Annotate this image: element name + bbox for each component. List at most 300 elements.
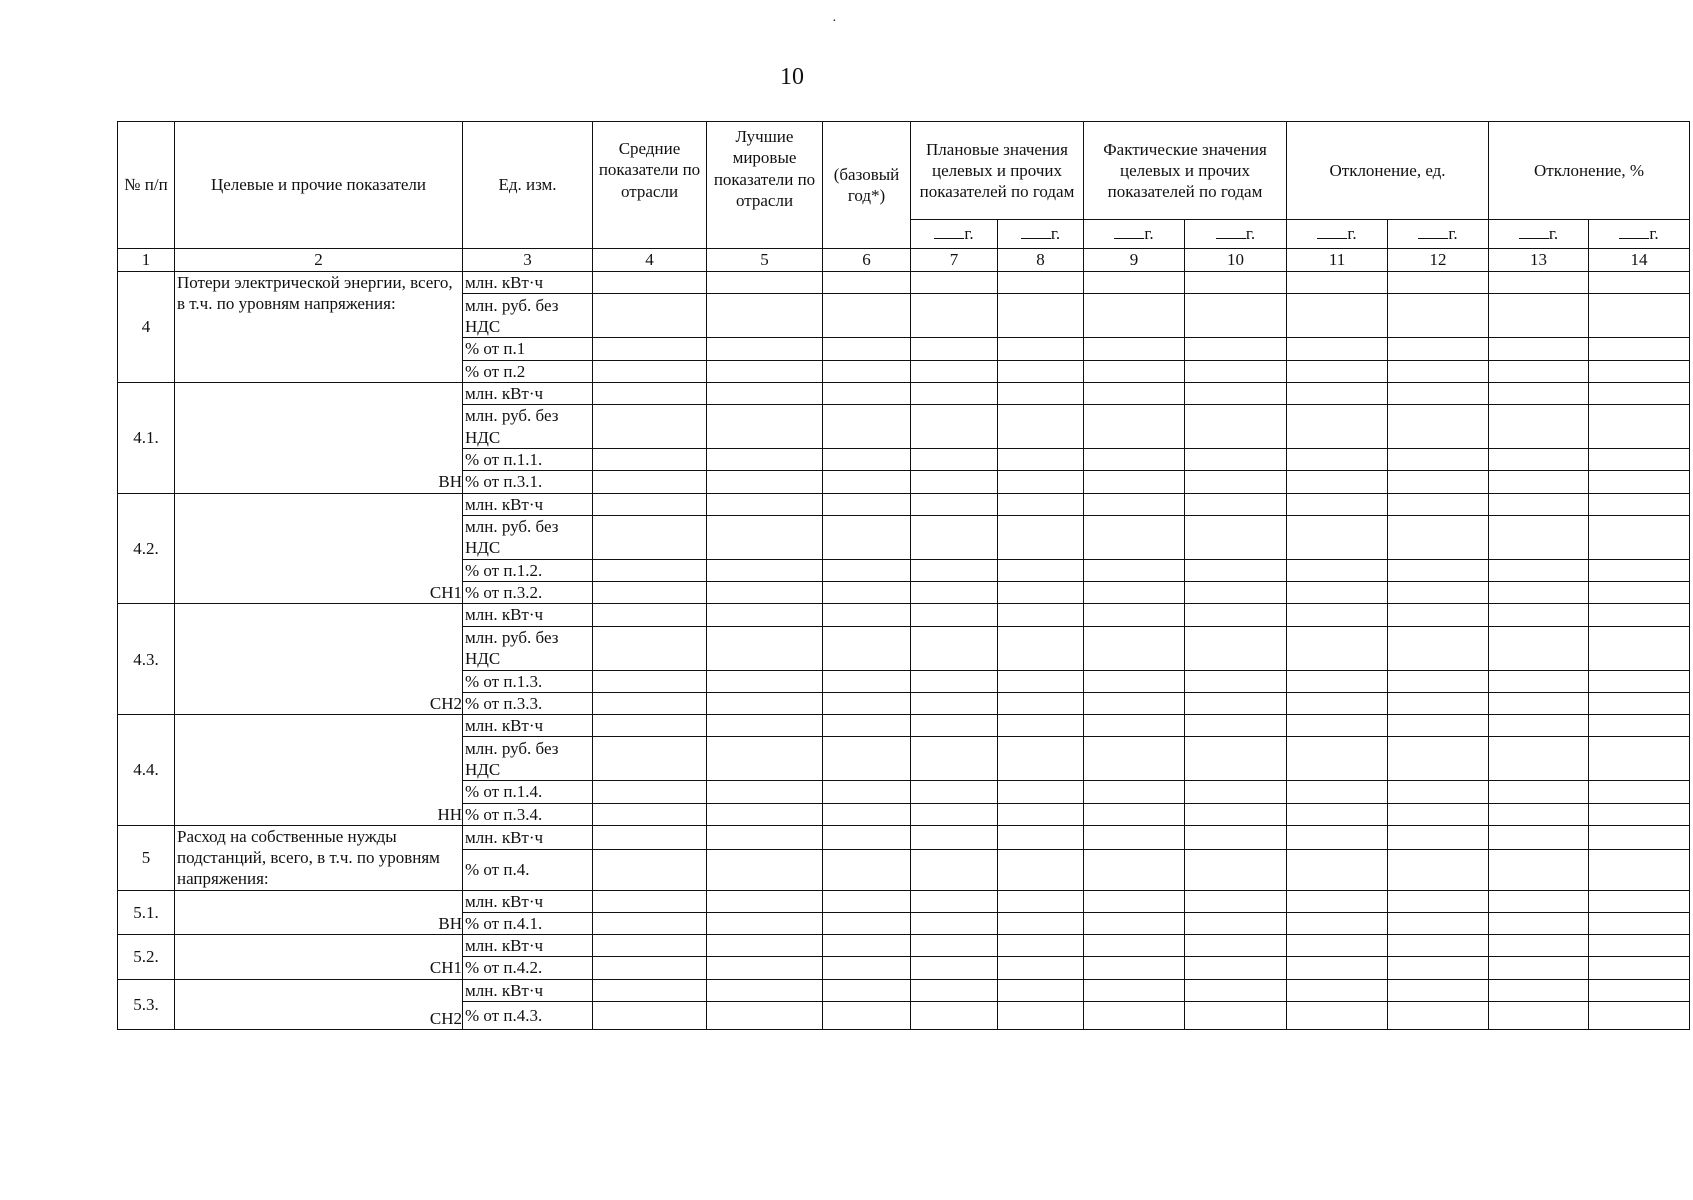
value-cell[interactable] xyxy=(1084,935,1185,957)
value-cell[interactable] xyxy=(911,515,998,559)
value-cell[interactable] xyxy=(1589,559,1690,581)
value-cell[interactable] xyxy=(1185,493,1287,515)
value-cell[interactable] xyxy=(998,935,1084,957)
value-cell[interactable] xyxy=(823,912,911,934)
value-cell[interactable] xyxy=(1185,360,1287,382)
value-cell[interactable] xyxy=(998,825,1084,849)
value-cell[interactable] xyxy=(593,360,707,382)
value-cell[interactable] xyxy=(1287,382,1388,404)
value-cell[interactable] xyxy=(998,449,1084,471)
value-cell[interactable] xyxy=(707,912,823,934)
value-cell[interactable] xyxy=(1489,471,1589,493)
value-cell[interactable] xyxy=(707,272,823,294)
value-cell[interactable] xyxy=(823,626,911,670)
value-cell[interactable] xyxy=(823,405,911,449)
value-cell[interactable] xyxy=(593,979,707,1001)
value-cell[interactable] xyxy=(707,604,823,626)
value-cell[interactable] xyxy=(1589,360,1690,382)
value-cell[interactable] xyxy=(1084,405,1185,449)
value-cell[interactable] xyxy=(1388,890,1489,912)
value-cell[interactable] xyxy=(1287,360,1388,382)
value-cell[interactable] xyxy=(707,1001,823,1029)
value-cell[interactable] xyxy=(1287,890,1388,912)
value-cell[interactable] xyxy=(1287,604,1388,626)
value-cell[interactable] xyxy=(998,737,1084,781)
value-cell[interactable] xyxy=(593,272,707,294)
value-cell[interactable] xyxy=(1589,692,1690,714)
value-cell[interactable] xyxy=(823,493,911,515)
value-cell[interactable] xyxy=(998,979,1084,1001)
value-cell[interactable] xyxy=(823,1001,911,1029)
value-cell[interactable] xyxy=(1287,849,1388,890)
value-cell[interactable] xyxy=(1388,825,1489,849)
value-cell[interactable] xyxy=(593,670,707,692)
value-cell[interactable] xyxy=(1388,849,1489,890)
value-cell[interactable] xyxy=(1388,272,1489,294)
value-cell[interactable] xyxy=(1589,382,1690,404)
value-cell[interactable] xyxy=(707,338,823,360)
value-cell[interactable] xyxy=(1489,737,1589,781)
value-cell[interactable] xyxy=(998,338,1084,360)
value-cell[interactable] xyxy=(1287,471,1388,493)
value-cell[interactable] xyxy=(1489,294,1589,338)
value-cell[interactable] xyxy=(1589,449,1690,471)
value-cell[interactable] xyxy=(823,890,911,912)
value-cell[interactable] xyxy=(707,890,823,912)
value-cell[interactable] xyxy=(911,737,998,781)
value-cell[interactable] xyxy=(1084,849,1185,890)
value-cell[interactable] xyxy=(823,294,911,338)
value-cell[interactable] xyxy=(1388,979,1489,1001)
value-cell[interactable] xyxy=(1287,957,1388,979)
value-cell[interactable] xyxy=(1589,626,1690,670)
value-cell[interactable] xyxy=(1489,493,1589,515)
value-cell[interactable] xyxy=(1287,715,1388,737)
value-cell[interactable] xyxy=(911,582,998,604)
value-cell[interactable] xyxy=(998,515,1084,559)
value-cell[interactable] xyxy=(1084,1001,1185,1029)
value-cell[interactable] xyxy=(823,849,911,890)
value-cell[interactable] xyxy=(1185,849,1287,890)
value-cell[interactable] xyxy=(1185,890,1287,912)
value-cell[interactable] xyxy=(911,338,998,360)
value-cell[interactable] xyxy=(593,825,707,849)
value-cell[interactable] xyxy=(1084,360,1185,382)
value-cell[interactable] xyxy=(1185,1001,1287,1029)
value-cell[interactable] xyxy=(823,692,911,714)
value-cell[interactable] xyxy=(1185,382,1287,404)
value-cell[interactable] xyxy=(1084,604,1185,626)
value-cell[interactable] xyxy=(823,449,911,471)
value-cell[interactable] xyxy=(1489,338,1589,360)
value-cell[interactable] xyxy=(998,670,1084,692)
value-cell[interactable] xyxy=(823,825,911,849)
value-cell[interactable] xyxy=(911,382,998,404)
value-cell[interactable] xyxy=(1489,692,1589,714)
value-cell[interactable] xyxy=(911,272,998,294)
value-cell[interactable] xyxy=(707,559,823,581)
value-cell[interactable] xyxy=(707,515,823,559)
value-cell[interactable] xyxy=(1388,294,1489,338)
value-cell[interactable] xyxy=(1287,515,1388,559)
value-cell[interactable] xyxy=(1287,449,1388,471)
value-cell[interactable] xyxy=(593,957,707,979)
value-cell[interactable] xyxy=(707,803,823,825)
value-cell[interactable] xyxy=(593,582,707,604)
value-cell[interactable] xyxy=(1489,890,1589,912)
value-cell[interactable] xyxy=(823,559,911,581)
value-cell[interactable] xyxy=(1388,382,1489,404)
value-cell[interactable] xyxy=(1489,626,1589,670)
value-cell[interactable] xyxy=(911,405,998,449)
value-cell[interactable] xyxy=(1287,1001,1388,1029)
value-cell[interactable] xyxy=(1589,405,1690,449)
value-cell[interactable] xyxy=(1084,515,1185,559)
value-cell[interactable] xyxy=(823,979,911,1001)
value-cell[interactable] xyxy=(1084,912,1185,934)
value-cell[interactable] xyxy=(1185,294,1287,338)
value-cell[interactable] xyxy=(1388,471,1489,493)
value-cell[interactable] xyxy=(998,890,1084,912)
value-cell[interactable] xyxy=(707,382,823,404)
value-cell[interactable] xyxy=(1388,670,1489,692)
value-cell[interactable] xyxy=(998,471,1084,493)
value-cell[interactable] xyxy=(1489,957,1589,979)
value-cell[interactable] xyxy=(707,471,823,493)
value-cell[interactable] xyxy=(1084,803,1185,825)
value-cell[interactable] xyxy=(911,849,998,890)
value-cell[interactable] xyxy=(823,515,911,559)
value-cell[interactable] xyxy=(1185,272,1287,294)
value-cell[interactable] xyxy=(911,803,998,825)
value-cell[interactable] xyxy=(1489,849,1589,890)
value-cell[interactable] xyxy=(823,338,911,360)
value-cell[interactable] xyxy=(593,471,707,493)
value-cell[interactable] xyxy=(707,935,823,957)
value-cell[interactable] xyxy=(1589,670,1690,692)
value-cell[interactable] xyxy=(1589,890,1690,912)
value-cell[interactable] xyxy=(911,670,998,692)
value-cell[interactable] xyxy=(911,979,998,1001)
value-cell[interactable] xyxy=(1287,781,1388,803)
value-cell[interactable] xyxy=(1589,957,1690,979)
value-cell[interactable] xyxy=(1489,559,1589,581)
value-cell[interactable] xyxy=(1489,382,1589,404)
value-cell[interactable] xyxy=(1388,582,1489,604)
value-cell[interactable] xyxy=(593,294,707,338)
value-cell[interactable] xyxy=(1084,626,1185,670)
value-cell[interactable] xyxy=(1489,582,1589,604)
value-cell[interactable] xyxy=(1084,559,1185,581)
value-cell[interactable] xyxy=(911,957,998,979)
value-cell[interactable] xyxy=(1287,825,1388,849)
value-cell[interactable] xyxy=(1489,1001,1589,1029)
value-cell[interactable] xyxy=(1589,338,1690,360)
value-cell[interactable] xyxy=(998,1001,1084,1029)
value-cell[interactable] xyxy=(1185,338,1287,360)
value-cell[interactable] xyxy=(707,781,823,803)
value-cell[interactable] xyxy=(1084,825,1185,849)
value-cell[interactable] xyxy=(593,493,707,515)
value-cell[interactable] xyxy=(593,781,707,803)
value-cell[interactable] xyxy=(1388,360,1489,382)
value-cell[interactable] xyxy=(593,912,707,934)
value-cell[interactable] xyxy=(1084,715,1185,737)
value-cell[interactable] xyxy=(1388,493,1489,515)
value-cell[interactable] xyxy=(1185,781,1287,803)
value-cell[interactable] xyxy=(1084,272,1185,294)
value-cell[interactable] xyxy=(1287,582,1388,604)
value-cell[interactable] xyxy=(1287,559,1388,581)
value-cell[interactable] xyxy=(1287,493,1388,515)
value-cell[interactable] xyxy=(1185,515,1287,559)
value-cell[interactable] xyxy=(707,405,823,449)
value-cell[interactable] xyxy=(1287,803,1388,825)
value-cell[interactable] xyxy=(593,382,707,404)
value-cell[interactable] xyxy=(1084,382,1185,404)
value-cell[interactable] xyxy=(1185,449,1287,471)
value-cell[interactable] xyxy=(593,1001,707,1029)
value-cell[interactable] xyxy=(1084,957,1185,979)
value-cell[interactable] xyxy=(1388,604,1489,626)
value-cell[interactable] xyxy=(911,890,998,912)
value-cell[interactable] xyxy=(1589,849,1690,890)
value-cell[interactable] xyxy=(1589,912,1690,934)
value-cell[interactable] xyxy=(1589,825,1690,849)
value-cell[interactable] xyxy=(1185,825,1287,849)
value-cell[interactable] xyxy=(707,294,823,338)
value-cell[interactable] xyxy=(1388,692,1489,714)
value-cell[interactable] xyxy=(1287,626,1388,670)
value-cell[interactable] xyxy=(1287,979,1388,1001)
value-cell[interactable] xyxy=(1589,582,1690,604)
value-cell[interactable] xyxy=(1185,559,1287,581)
value-cell[interactable] xyxy=(1388,515,1489,559)
value-cell[interactable] xyxy=(1589,803,1690,825)
value-cell[interactable] xyxy=(1388,912,1489,934)
value-cell[interactable] xyxy=(1084,781,1185,803)
value-cell[interactable] xyxy=(707,493,823,515)
value-cell[interactable] xyxy=(1388,449,1489,471)
value-cell[interactable] xyxy=(1489,272,1589,294)
value-cell[interactable] xyxy=(1185,604,1287,626)
value-cell[interactable] xyxy=(998,626,1084,670)
value-cell[interactable] xyxy=(1287,405,1388,449)
value-cell[interactable] xyxy=(998,781,1084,803)
value-cell[interactable] xyxy=(707,360,823,382)
value-cell[interactable] xyxy=(1084,471,1185,493)
value-cell[interactable] xyxy=(593,559,707,581)
value-cell[interactable] xyxy=(1388,1001,1489,1029)
value-cell[interactable] xyxy=(1489,360,1589,382)
value-cell[interactable] xyxy=(1589,604,1690,626)
value-cell[interactable] xyxy=(707,670,823,692)
value-cell[interactable] xyxy=(1287,294,1388,338)
value-cell[interactable] xyxy=(593,737,707,781)
value-cell[interactable] xyxy=(1084,670,1185,692)
value-cell[interactable] xyxy=(911,449,998,471)
value-cell[interactable] xyxy=(1084,338,1185,360)
value-cell[interactable] xyxy=(998,582,1084,604)
value-cell[interactable] xyxy=(1185,626,1287,670)
value-cell[interactable] xyxy=(593,803,707,825)
value-cell[interactable] xyxy=(1388,338,1489,360)
value-cell[interactable] xyxy=(998,405,1084,449)
value-cell[interactable] xyxy=(823,272,911,294)
value-cell[interactable] xyxy=(998,382,1084,404)
value-cell[interactable] xyxy=(1185,935,1287,957)
value-cell[interactable] xyxy=(1489,670,1589,692)
value-cell[interactable] xyxy=(1084,493,1185,515)
value-cell[interactable] xyxy=(1084,692,1185,714)
value-cell[interactable] xyxy=(707,449,823,471)
value-cell[interactable] xyxy=(593,338,707,360)
value-cell[interactable] xyxy=(1388,781,1489,803)
value-cell[interactable] xyxy=(1589,737,1690,781)
value-cell[interactable] xyxy=(1084,890,1185,912)
value-cell[interactable] xyxy=(1589,979,1690,1001)
value-cell[interactable] xyxy=(998,957,1084,979)
value-cell[interactable] xyxy=(593,449,707,471)
value-cell[interactable] xyxy=(593,935,707,957)
value-cell[interactable] xyxy=(707,825,823,849)
value-cell[interactable] xyxy=(1185,692,1287,714)
value-cell[interactable] xyxy=(823,957,911,979)
value-cell[interactable] xyxy=(911,493,998,515)
value-cell[interactable] xyxy=(1489,979,1589,1001)
value-cell[interactable] xyxy=(823,715,911,737)
value-cell[interactable] xyxy=(998,803,1084,825)
value-cell[interactable] xyxy=(1185,471,1287,493)
value-cell[interactable] xyxy=(823,360,911,382)
value-cell[interactable] xyxy=(1084,449,1185,471)
value-cell[interactable] xyxy=(707,582,823,604)
value-cell[interactable] xyxy=(1084,582,1185,604)
value-cell[interactable] xyxy=(823,471,911,493)
value-cell[interactable] xyxy=(593,405,707,449)
value-cell[interactable] xyxy=(1287,670,1388,692)
value-cell[interactable] xyxy=(1388,935,1489,957)
value-cell[interactable] xyxy=(1589,781,1690,803)
value-cell[interactable] xyxy=(1185,582,1287,604)
value-cell[interactable] xyxy=(1185,912,1287,934)
value-cell[interactable] xyxy=(1589,715,1690,737)
value-cell[interactable] xyxy=(911,781,998,803)
value-cell[interactable] xyxy=(998,715,1084,737)
value-cell[interactable] xyxy=(1489,405,1589,449)
value-cell[interactable] xyxy=(911,825,998,849)
value-cell[interactable] xyxy=(707,737,823,781)
value-cell[interactable] xyxy=(911,604,998,626)
value-cell[interactable] xyxy=(1287,912,1388,934)
value-cell[interactable] xyxy=(1589,515,1690,559)
value-cell[interactable] xyxy=(593,515,707,559)
value-cell[interactable] xyxy=(998,559,1084,581)
value-cell[interactable] xyxy=(707,692,823,714)
value-cell[interactable] xyxy=(823,781,911,803)
value-cell[interactable] xyxy=(1589,935,1690,957)
value-cell[interactable] xyxy=(1185,979,1287,1001)
value-cell[interactable] xyxy=(1388,715,1489,737)
value-cell[interactable] xyxy=(1589,1001,1690,1029)
value-cell[interactable] xyxy=(998,692,1084,714)
value-cell[interactable] xyxy=(1388,957,1489,979)
value-cell[interactable] xyxy=(998,493,1084,515)
value-cell[interactable] xyxy=(1489,781,1589,803)
value-cell[interactable] xyxy=(593,849,707,890)
value-cell[interactable] xyxy=(1589,294,1690,338)
value-cell[interactable] xyxy=(911,294,998,338)
value-cell[interactable] xyxy=(998,272,1084,294)
value-cell[interactable] xyxy=(593,604,707,626)
value-cell[interactable] xyxy=(1489,935,1589,957)
value-cell[interactable] xyxy=(1185,957,1287,979)
value-cell[interactable] xyxy=(1489,515,1589,559)
value-cell[interactable] xyxy=(998,360,1084,382)
value-cell[interactable] xyxy=(707,626,823,670)
value-cell[interactable] xyxy=(911,559,998,581)
value-cell[interactable] xyxy=(1388,559,1489,581)
value-cell[interactable] xyxy=(1185,715,1287,737)
value-cell[interactable] xyxy=(1185,803,1287,825)
value-cell[interactable] xyxy=(911,1001,998,1029)
value-cell[interactable] xyxy=(707,715,823,737)
value-cell[interactable] xyxy=(1388,737,1489,781)
value-cell[interactable] xyxy=(1589,471,1690,493)
value-cell[interactable] xyxy=(998,849,1084,890)
value-cell[interactable] xyxy=(1489,825,1589,849)
value-cell[interactable] xyxy=(911,692,998,714)
value-cell[interactable] xyxy=(911,626,998,670)
value-cell[interactable] xyxy=(593,890,707,912)
value-cell[interactable] xyxy=(823,604,911,626)
value-cell[interactable] xyxy=(823,803,911,825)
value-cell[interactable] xyxy=(1084,979,1185,1001)
value-cell[interactable] xyxy=(1489,715,1589,737)
value-cell[interactable] xyxy=(1185,405,1287,449)
value-cell[interactable] xyxy=(911,715,998,737)
value-cell[interactable] xyxy=(593,715,707,737)
value-cell[interactable] xyxy=(1489,604,1589,626)
value-cell[interactable] xyxy=(1388,803,1489,825)
value-cell[interactable] xyxy=(911,471,998,493)
value-cell[interactable] xyxy=(593,626,707,670)
value-cell[interactable] xyxy=(707,957,823,979)
value-cell[interactable] xyxy=(1489,803,1589,825)
value-cell[interactable] xyxy=(823,737,911,781)
value-cell[interactable] xyxy=(1489,912,1589,934)
value-cell[interactable] xyxy=(1287,338,1388,360)
value-cell[interactable] xyxy=(823,582,911,604)
value-cell[interactable] xyxy=(1589,493,1690,515)
value-cell[interactable] xyxy=(911,912,998,934)
value-cell[interactable] xyxy=(1589,272,1690,294)
value-cell[interactable] xyxy=(998,294,1084,338)
value-cell[interactable] xyxy=(911,360,998,382)
value-cell[interactable] xyxy=(1287,692,1388,714)
value-cell[interactable] xyxy=(998,604,1084,626)
value-cell[interactable] xyxy=(1489,449,1589,471)
value-cell[interactable] xyxy=(1287,737,1388,781)
value-cell[interactable] xyxy=(707,979,823,1001)
value-cell[interactable] xyxy=(1185,737,1287,781)
value-cell[interactable] xyxy=(1287,272,1388,294)
value-cell[interactable] xyxy=(707,849,823,890)
value-cell[interactable] xyxy=(1287,935,1388,957)
value-cell[interactable] xyxy=(911,935,998,957)
value-cell[interactable] xyxy=(823,670,911,692)
value-cell[interactable] xyxy=(998,912,1084,934)
